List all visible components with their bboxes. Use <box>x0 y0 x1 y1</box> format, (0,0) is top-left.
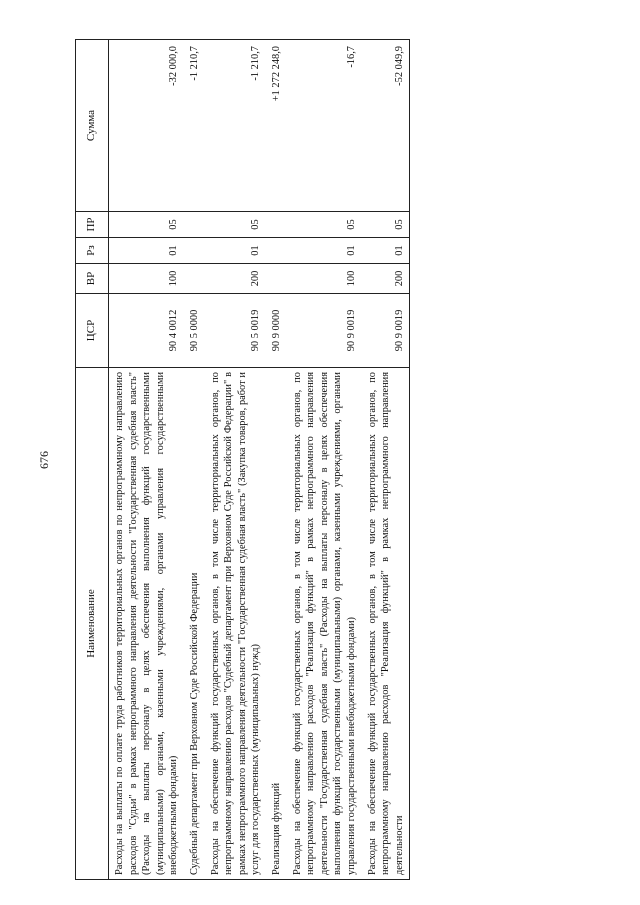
row-vr: 200 <box>362 264 410 294</box>
row-rz: 01 <box>109 238 184 264</box>
row-rz: 01 <box>287 238 362 264</box>
row-rz: 01 <box>362 238 410 264</box>
table-row <box>362 40 410 880</box>
row-vr <box>266 264 287 294</box>
header-sum: Сумма <box>76 40 109 212</box>
row-pr: 05 <box>362 212 410 238</box>
row-vr <box>184 264 205 294</box>
row-pr <box>266 212 287 238</box>
row-pr <box>184 212 205 238</box>
row-vr: 200 <box>205 264 266 294</box>
row-sum: -1 210,7 <box>184 40 205 212</box>
row-sum: +1 272 248,0 <box>266 40 287 212</box>
row-csr: 90 4 0012 <box>109 294 184 368</box>
rotated-document-page <box>37 40 595 880</box>
row-sum: -32 000,0 <box>109 40 184 212</box>
row-name: Расходы на обеспечение функций государственных органов, в том числе территориальных органов, по непрограммному направлению расходов "Судебный департамент при Верховном Суде Российской Федерации" в рамках непрограммного направления деятельности "Государственная судебная власть" (Закупка товаров, работ и услуг для государственных (муниципальных) нужд) <box>205 368 266 880</box>
row-sum: -1 210,7 <box>205 40 266 212</box>
row-csr: 90 5 0000 <box>184 294 205 368</box>
row-pr: 05 <box>287 212 362 238</box>
header-rz: Рз <box>76 238 109 264</box>
row-vr: 100 <box>109 264 184 294</box>
table-row <box>184 40 205 880</box>
row-name: Судебный департамент при Верховном Суде Российской Федерации <box>184 368 205 880</box>
row-pr: 05 <box>109 212 184 238</box>
page-number: 676 <box>37 451 51 469</box>
row-csr: 90 9 0019 <box>287 294 362 368</box>
row-name: Расходы на выплаты по оплате труда работников территориальных органов по непрограммному направлению расходов "Судьи" в рамках непрограммного направления деятельности "Государственная судебная власть" (Расходы на выплаты персоналу в целях обеспечения выполнения функций государственными (муниципальными) органами, казенными учреждениями, органами управления государственными внебюджетными фондами) <box>109 368 184 880</box>
table-header-row <box>76 40 109 880</box>
row-sum: -52 049,9 <box>362 40 410 212</box>
header-csr: ЦСР <box>76 294 109 368</box>
table-row <box>109 40 184 880</box>
row-pr: 05 <box>205 212 266 238</box>
header-pr: ПР <box>76 212 109 238</box>
table-row <box>287 40 362 880</box>
row-name: Расходы на обеспечение функций государственных органов, в том числе территориальных органов, по непрограммному направлению расходов "Реализация функций" в рамках непрограммного направления деятельности "Государственная судебная власть" (Расходы на выплаты персоналу в целях обеспечения выполнения функций государственными (муниципальными) органами, казенными учреждениями, органами управления государственными внебюджетными фондами) <box>287 368 362 880</box>
row-csr: 90 9 0019 <box>362 294 410 368</box>
row-vr: 100 <box>287 264 362 294</box>
row-name: Реализация функций <box>266 368 287 880</box>
table-row <box>205 40 266 880</box>
row-rz: 01 <box>205 238 266 264</box>
budget-table <box>75 39 410 880</box>
row-sum: -16,7 <box>287 40 362 212</box>
row-csr: 90 9 0000 <box>266 294 287 368</box>
table-row <box>266 40 287 880</box>
row-rz <box>184 238 205 264</box>
header-name: Наименование <box>76 368 109 880</box>
row-rz <box>266 238 287 264</box>
row-name: Расходы на обеспечение функций государственных органов, в том числе территориальных органов, по непрограммному направлению расходов "Реализация функций" в рамках непрограммного направления деятельности <box>362 368 410 880</box>
header-vr: ВР <box>76 264 109 294</box>
row-csr: 90 5 0019 <box>205 294 266 368</box>
